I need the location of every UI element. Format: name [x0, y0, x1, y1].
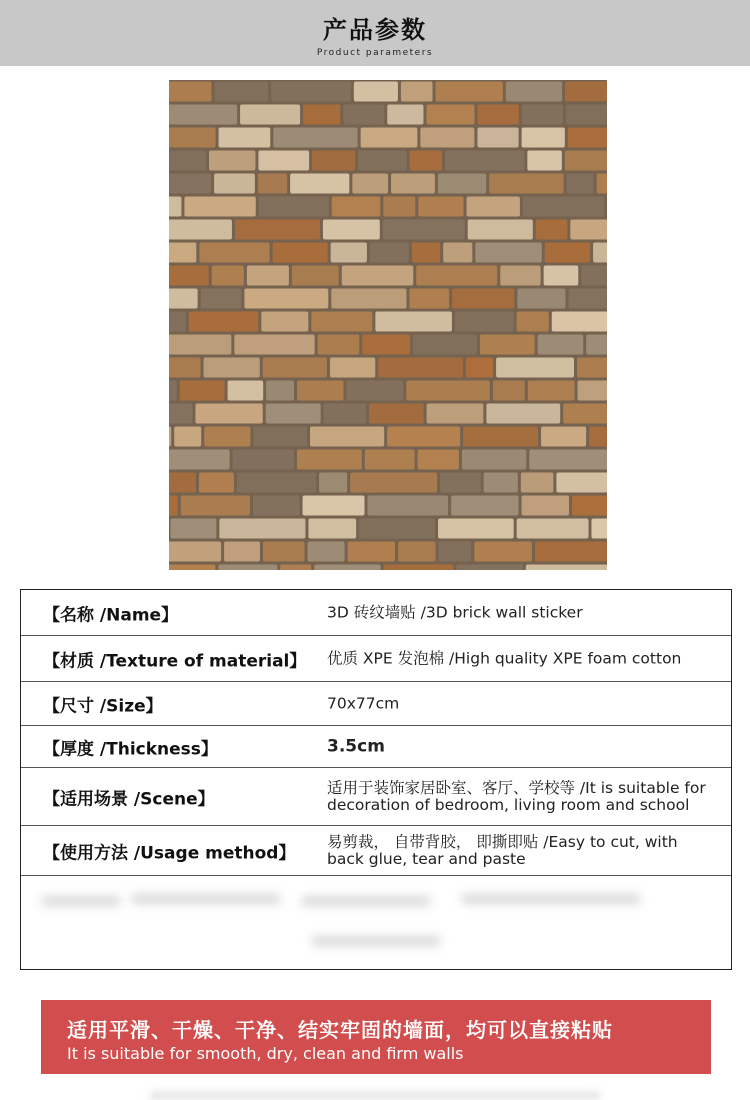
spec-row-material: [21, 636, 731, 682]
blurred-text: [41, 896, 121, 906]
usage-banner: [41, 1000, 711, 1074]
blurred-content-area: [21, 876, 731, 969]
blurred-text: [461, 894, 641, 904]
spec-row-thickness: [21, 726, 731, 768]
spec-table: [20, 589, 732, 970]
section-header: [0, 0, 750, 66]
blurred-footer: [150, 1092, 600, 1100]
spec-value-thickness: 3.5cm: [327, 736, 385, 756]
spec-value-name: 3D 砖纹墙贴 /3D brick wall sticker: [327, 603, 583, 621]
spec-label-usage: 【使用方法 /Usage method】: [43, 843, 296, 863]
blurred-text: [131, 894, 281, 904]
spec-value-usage: 易剪裁， 自带背胶， 即撕即贴 /Easy to cut, with back glue, tear and paste: [327, 832, 678, 868]
section-subtitle: Product parameters: [316, 48, 434, 58]
spec-value-material: 优质 XPE 发泡棉 /High quality XPE foam cotton: [327, 649, 682, 667]
spec-row-size: [21, 682, 731, 726]
spec-label-material: 【材质 /Texture of material】: [43, 651, 307, 671]
blurred-text: [301, 896, 431, 906]
spec-value-scene: 适用于装饰家居卧室、客厅、学校等 /It is suitable for decoration of bedroom, living room and school: [327, 778, 706, 814]
brick-pattern-icon: [169, 80, 607, 570]
spec-label-thickness: 【厚度 /Thickness】: [43, 739, 218, 759]
spec-label-name: 【名称 /Name】: [43, 605, 179, 625]
spec-row-name: [21, 590, 731, 636]
blurred-text: [311, 936, 441, 946]
spec-value-size: 70x77cm: [327, 694, 400, 712]
spec-row-usage: [21, 826, 731, 876]
brick-wall-sticker-image: [169, 80, 607, 570]
spec-label-scene: 【适用场景 /Scene】: [43, 789, 215, 809]
spec-label-size: 【尺寸 /Size】: [43, 696, 163, 716]
section-title: 产品参数: [323, 16, 427, 44]
banner-title-zh: 适用平滑、干燥、干净、结实牢固的墙面，均可以直接粘贴: [67, 1018, 613, 1042]
spec-row-scene: [21, 768, 731, 826]
banner-title-en: It is suitable for smooth, dry, clean and firm walls: [67, 1044, 464, 1063]
